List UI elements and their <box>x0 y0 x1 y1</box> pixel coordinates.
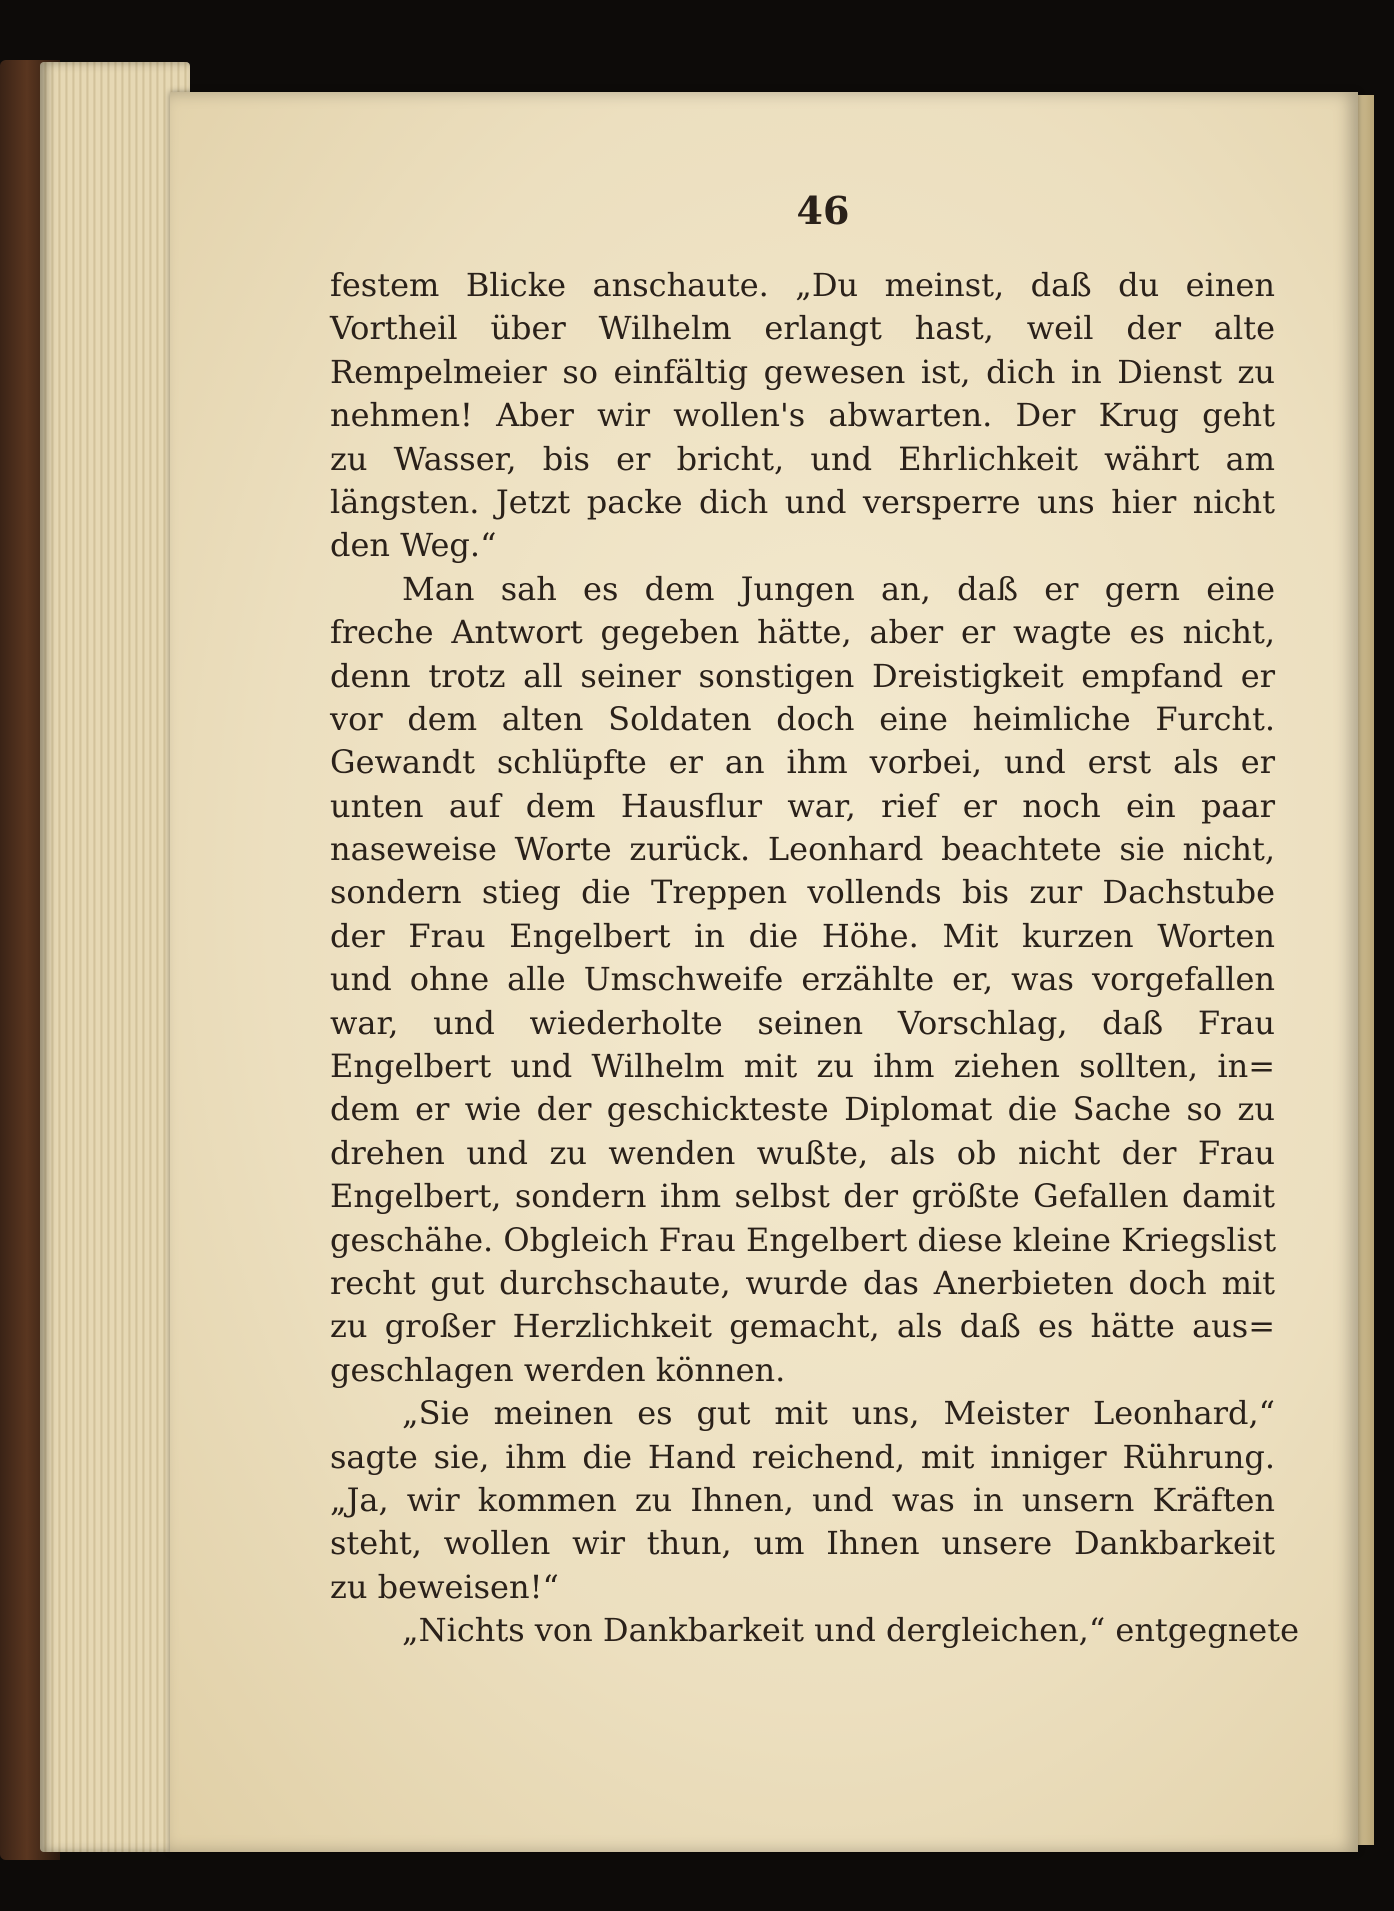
page-stack-edge <box>40 62 190 1852</box>
text-line: Rempelmeier so einfältig gewesen ist, dich in Dienst zu <box>330 352 1275 391</box>
book-page <box>170 92 1358 1852</box>
text-line: geschähe. Obgleich Frau Engelbert diese kleine Kriegslist <box>330 1220 1277 1259</box>
text-line: zu beweisen!“ <box>330 1567 559 1606</box>
text-line: „Sie meinen es gut mit uns, Meister Leonhard,“ <box>402 1394 1275 1433</box>
text-line: Engelbert und Wilhelm mit zu ihm ziehen sollten, in= <box>330 1047 1275 1086</box>
text-line: Gewandt schlüpfte er an ihm vorbei, und erst als er <box>330 743 1275 782</box>
text-line: vor dem alten Soldaten doch eine heimliche Furcht. <box>330 699 1275 738</box>
text-line: naseweise Worte zurück. Leonhard beachtete sie nicht, <box>330 830 1275 869</box>
text-line: zu Wasser, bis er bricht, und Ehrlichkeit währt am <box>330 439 1275 478</box>
text-line: freche Antwort gegeben hätte, aber er wagte es nicht, <box>330 613 1275 652</box>
text-line: Engelbert, sondern ihm selbst der größte Gefallen damit <box>330 1177 1275 1216</box>
page-text <box>330 264 1300 1653</box>
text-line: geschlagen werden können. <box>330 1350 786 1389</box>
page-number: 46 <box>796 188 850 233</box>
text-line: dem er wie der geschickteste Diplomat die Sache so zu <box>330 1090 1275 1129</box>
text-line: und ohne alle Umschweife erzählte er, was vorgefallen <box>330 960 1275 999</box>
text-line: festem Blicke anschaute. „Du meinst, daß du einen <box>330 266 1275 304</box>
text-line: drehen und zu wenden wußte, als ob nicht der Frau <box>330 1133 1275 1172</box>
text-line: den Weg.“ <box>330 526 497 565</box>
text-line: sagte sie, ihm die Hand reichend, mit inniger Rührung. <box>330 1437 1275 1476</box>
text-line: recht gut durchschaute, wurde das Anerbieten doch mit <box>330 1263 1275 1302</box>
text-line: zu großer Herzlichkeit gemacht, als daß es hätte aus= <box>330 1307 1275 1346</box>
text-line: der Frau Engelbert in die Höhe. Mit kurzen Worten <box>330 916 1275 955</box>
text-line: Man sah es dem Jungen an, daß er gern eine <box>402 569 1275 608</box>
text-line: nehmen! Aber wir wollen's abwarten. Der Krug geht <box>330 396 1275 435</box>
text-line: längsten. Jetzt packe dich und versperre uns hier nicht <box>330 482 1275 521</box>
text-line: unten auf dem Hausflur war, rief er noch ein paar <box>330 786 1275 825</box>
text-line: denn trotz all seiner sonstigen Dreistigkeit empfand er <box>330 656 1275 695</box>
text-line: Vortheil über Wilhelm erlangt hast, weil der alte <box>330 309 1275 348</box>
text-line: war, und wiederholte seinen Vorschlag, daß Frau <box>330 1003 1275 1042</box>
text-line: steht, wollen wir thun, um Ihnen unsere Dankbarkeit <box>330 1524 1275 1563</box>
text-line: „Ja, wir kommen zu Ihnen, und was in unsern Kräften <box>330 1480 1275 1519</box>
text-line: „Nichts von Dankbarkeit und dergleichen,“ entgegnete <box>402 1611 1300 1650</box>
text-line: sondern stieg die Treppen vollends bis zur Dachstube <box>330 873 1275 912</box>
